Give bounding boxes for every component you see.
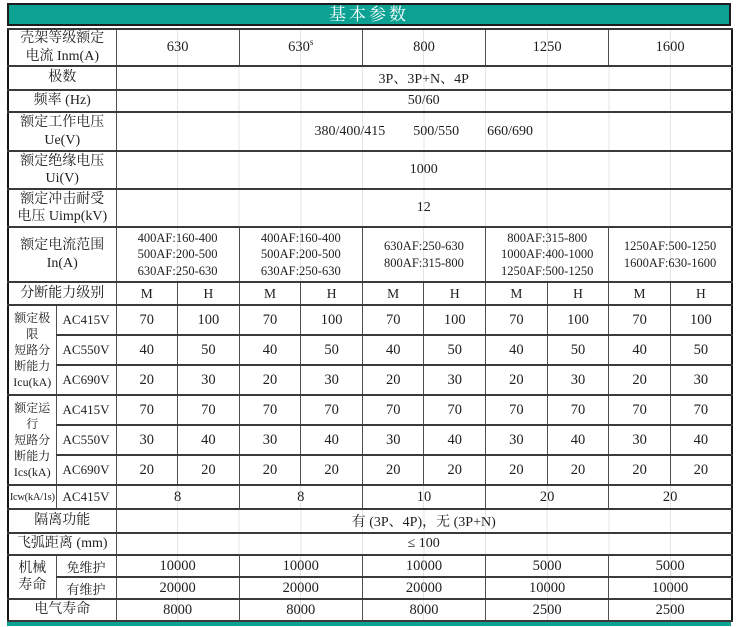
row-sublabel: AC690V <box>56 365 116 395</box>
cell-value: 40 <box>547 425 609 455</box>
cell-value: 5000 <box>609 555 732 577</box>
cell-value: 8 <box>239 485 362 509</box>
cell-value: 100 <box>301 305 363 335</box>
cell-value: 630AF:250-630 800AF:315-800 <box>362 227 485 282</box>
row-label: 额定冲击耐受 电压 Uimp(kV) <box>8 189 116 227</box>
table-row-ics-550 <box>8 425 732 455</box>
cell-value: 12 <box>116 189 732 227</box>
cell-value: 20 <box>486 485 609 509</box>
cell-value: 70 <box>116 395 178 425</box>
row-label-ics: 额定运行 短路分 断能力 Ics(kA) <box>8 395 56 485</box>
cell-value: 40 <box>670 425 732 455</box>
cell-value: 20 <box>547 455 609 485</box>
cell-value: 10000 <box>116 555 239 577</box>
cell-value: 70 <box>239 395 301 425</box>
table-row-arc-distance <box>8 533 732 555</box>
cell-value: 8000 <box>362 599 485 621</box>
table-row-ics-690 <box>8 455 732 485</box>
cell-value: 3P、3P+N、4P <box>116 66 732 90</box>
cell-value: 70 <box>301 395 363 425</box>
cell-value: H <box>301 282 363 305</box>
row-label-mech-life: 机械 寿命 <box>8 555 56 599</box>
cell-value: 30 <box>116 425 178 455</box>
table-row-frame-current <box>8 29 732 66</box>
cell-value: 2500 <box>609 599 732 621</box>
cell-value: 100 <box>424 305 486 335</box>
row-sublabel: AC550V <box>56 425 116 455</box>
table-row-isolation <box>8 509 732 533</box>
row-label: 额定电流范围 In(A) <box>8 227 116 282</box>
table-row-mech-life-maint <box>8 577 732 599</box>
row-sublabel: AC415V <box>56 485 116 509</box>
cell-value: 20 <box>178 455 240 485</box>
table-row-electrical-life <box>8 599 732 621</box>
row-label: 电气寿命 <box>8 599 116 621</box>
cell-value: 20 <box>670 455 732 485</box>
cell-value: 10000 <box>362 555 485 577</box>
cell-value: 有 (3P、4P)，无 (3P+N) <box>116 509 732 533</box>
row-label: 分断能力级别 <box>8 282 116 305</box>
cell-value: ≤ 100 <box>116 533 732 555</box>
table-row-poles <box>8 66 732 90</box>
cell-value: 30 <box>178 365 240 395</box>
row-sublabel: 有维护 <box>56 577 116 599</box>
cell-value: M <box>362 282 424 305</box>
row-label-icw: Icw(kA/1s) <box>8 485 56 509</box>
basic-parameters-table <box>7 28 733 622</box>
cell-value: 1250AF:500-1250 1600AF:630-1600 <box>609 227 732 282</box>
row-sublabel: 免维护 <box>56 555 116 577</box>
table-row-mech-life-free <box>8 555 732 577</box>
cell-value: 10000 <box>609 577 732 599</box>
row-label: 频率 (Hz) <box>8 90 116 112</box>
cell-value: 30 <box>547 365 609 395</box>
cell-value: 20000 <box>116 577 239 599</box>
cell-value: 40 <box>486 335 548 365</box>
cell-value: 100 <box>670 305 732 335</box>
cell-value: 70 <box>547 395 609 425</box>
row-label-icu: 额定极限 短路分 断能力 Icu(kA) <box>8 305 56 395</box>
table-row-current-range <box>8 227 732 282</box>
row-label: 飞弧距离 (mm) <box>8 533 116 555</box>
cell-value: 50 <box>424 335 486 365</box>
cell-value: 20 <box>362 365 424 395</box>
cell-value: 40 <box>239 335 301 365</box>
table-row-icw <box>8 485 732 509</box>
cell-value: 20 <box>116 455 178 485</box>
row-label: 壳架等级额定 电流 Inm(A) <box>8 29 116 66</box>
cell-value: 30 <box>239 425 301 455</box>
cell-value: 70 <box>486 305 548 335</box>
cell-value: 40 <box>362 335 424 365</box>
cell-value: 20 <box>609 485 732 509</box>
cell-value: 70 <box>178 395 240 425</box>
cell-value: 100 <box>547 305 609 335</box>
table-row-capacity-class <box>8 282 732 305</box>
cell-value: 1250 <box>486 29 609 66</box>
cell-value: 10 <box>362 485 485 509</box>
cell-value: H <box>424 282 486 305</box>
cell-value: 70 <box>362 305 424 335</box>
cell-value: 40 <box>424 425 486 455</box>
cell-value: 40 <box>609 335 671 365</box>
cell-value: 20 <box>362 455 424 485</box>
cell-value: 30 <box>301 365 363 395</box>
cell-value: 50 <box>178 335 240 365</box>
cell-value: 30 <box>609 425 671 455</box>
cell-value: 30 <box>670 365 732 395</box>
cell-value: 30 <box>424 365 486 395</box>
cell-value: 20 <box>239 365 301 395</box>
cell-value: 100 <box>178 305 240 335</box>
cell-value: 40 <box>116 335 178 365</box>
cell-value: 8000 <box>116 599 239 621</box>
table-row-uimp <box>8 189 732 227</box>
cell-value: 70 <box>486 395 548 425</box>
cell-value: H <box>547 282 609 305</box>
cell-value: 2500 <box>486 599 609 621</box>
cell-value: 630$^s$ <box>239 29 362 66</box>
cell-value: 70 <box>609 395 671 425</box>
table-row-ui <box>8 151 732 189</box>
row-sublabel: AC690V <box>56 455 116 485</box>
cell-value: 20 <box>486 455 548 485</box>
cell-value: 20000 <box>239 577 362 599</box>
cell-value: 800AF:315-800 1000AF:400-1000 1250AF:500-1250 <box>486 227 609 282</box>
cell-value: 8000 <box>239 599 362 621</box>
cell-value: 70 <box>424 395 486 425</box>
cell-value: 70 <box>362 395 424 425</box>
table-title: 基本参数 <box>7 3 731 26</box>
cell-value: M <box>116 282 178 305</box>
table-row-icu-690 <box>8 365 732 395</box>
cell-value: 50 <box>301 335 363 365</box>
cell-value: 400AF:160-400 500AF:200-500 630AF:250-630 <box>239 227 362 282</box>
cell-value: 70 <box>116 305 178 335</box>
cell-value: 10000 <box>486 577 609 599</box>
cell-value: 400AF:160-400 500AF:200-500 630AF:250-630 <box>116 227 239 282</box>
cell-value: 20 <box>116 365 178 395</box>
cell-value: 5000 <box>486 555 609 577</box>
cell-value: 40 <box>178 425 240 455</box>
cell-value: 20 <box>609 365 671 395</box>
cell-value: 20 <box>486 365 548 395</box>
cell-value: 50 <box>547 335 609 365</box>
cell-value: 50/60 <box>116 90 732 112</box>
table-row-icu-415 <box>8 305 732 335</box>
cell-value: 20 <box>424 455 486 485</box>
cell-value: 70 <box>609 305 671 335</box>
row-label: 隔离功能 <box>8 509 116 533</box>
cell-value: 70 <box>239 305 301 335</box>
cell-value: 30 <box>362 425 424 455</box>
cell-value: 20 <box>239 455 301 485</box>
cell-value: 1600 <box>609 29 732 66</box>
table-row-icu-550 <box>8 335 732 365</box>
table-row-frequency <box>8 90 732 112</box>
cell-value: 20 <box>301 455 363 485</box>
cell-value: 380/400/415 500/550 660/690 <box>116 112 732 151</box>
cell-value: 800 <box>362 29 485 66</box>
row-label: 额定绝缘电压 Ui(V) <box>8 151 116 189</box>
row-sublabel: AC415V <box>56 395 116 425</box>
bottom-accent-bar <box>7 622 731 626</box>
cell-value: 30 <box>486 425 548 455</box>
cell-value: M <box>486 282 548 305</box>
cell-value: 70 <box>670 395 732 425</box>
row-sublabel: AC550V <box>56 335 116 365</box>
cell-value: H <box>178 282 240 305</box>
row-label: 额定工作电压 Ue(V) <box>8 112 116 151</box>
cell-value: 20000 <box>362 577 485 599</box>
cell-value: H <box>670 282 732 305</box>
table-row-ue <box>8 112 732 151</box>
cell-value: 50 <box>670 335 732 365</box>
cell-value: M <box>609 282 671 305</box>
cell-value: M <box>239 282 301 305</box>
row-sublabel: AC415V <box>56 305 116 335</box>
cell-value: 1000 <box>116 151 732 189</box>
row-label: 极数 <box>8 66 116 90</box>
cell-value: 8 <box>116 485 239 509</box>
cell-value: 630 <box>116 29 239 66</box>
cell-value: 20 <box>609 455 671 485</box>
cell-value: 10000 <box>239 555 362 577</box>
cell-value: 40 <box>301 425 363 455</box>
table-row-ics-415 <box>8 395 732 425</box>
